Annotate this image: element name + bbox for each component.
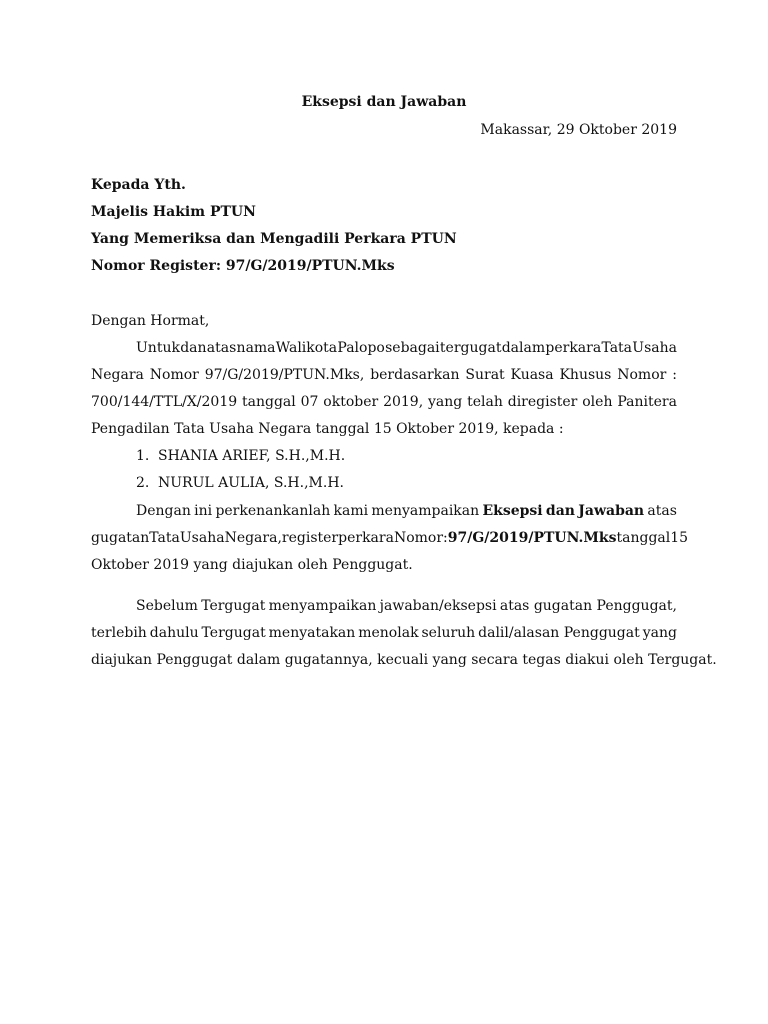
para2-word: Usaha <box>179 530 225 546</box>
para1-word: 97/G/2019/PTUN.Mks, <box>204 367 365 383</box>
para2-word: Jawaban <box>578 503 645 519</box>
para2-word: kami <box>333 503 369 519</box>
para3-word: menyampaikan <box>268 598 377 614</box>
para1-word: 2019, <box>383 394 424 410</box>
para3-line-3: diajukan Penggugat dalam gugatannya, kecuali yang secara tegas diakui oleh Tergugat. <box>91 652 717 668</box>
para1-word: Nomor <box>617 367 667 383</box>
salutation: Dengan Hormat, <box>91 313 210 329</box>
para1-line-4: Pengadilan Tata Usaha Negara tanggal 15 Oktober 2019, kepada : <box>91 421 564 437</box>
para1-word: Usaha <box>632 340 677 356</box>
para3-word: menyatakan <box>268 625 356 641</box>
para1-word: Panitera <box>617 394 677 410</box>
para1-word: atas <box>206 340 237 356</box>
para2-word: dan <box>545 503 575 519</box>
place-date: Makassar, 29 Oktober 2019 <box>480 122 677 138</box>
para3-word: dahulu <box>149 625 199 641</box>
para1-word: : <box>672 367 677 383</box>
para1-word: dalam <box>501 340 546 356</box>
para2-word: gugatan <box>91 530 150 546</box>
para1-word: Walikota <box>275 340 338 356</box>
para2-line-3: Oktober 2019 yang diajukan oleh Penggugat. <box>91 557 413 573</box>
para3-word: jawaban/eksepsi <box>379 598 497 614</box>
list-number: 2. <box>136 475 150 491</box>
para1-word: yang <box>428 394 463 410</box>
para2-word: Dengan <box>136 503 191 519</box>
list-number: 1. <box>136 448 150 464</box>
para1-word: oleh <box>582 394 613 410</box>
para1-word: Tata <box>601 340 633 356</box>
para2-word: atas <box>647 503 677 519</box>
para2-word: perkara <box>338 530 394 546</box>
para2-word: perkenankanlah <box>215 503 331 519</box>
para1-word: Negara <box>91 367 144 383</box>
para1-line-2 <box>91 366 677 384</box>
para2-word: register <box>281 530 339 546</box>
para1-word: sebagai <box>385 340 440 356</box>
para1-word: dan <box>180 340 207 356</box>
para2-word: : <box>443 530 448 546</box>
para1-line-3 <box>91 393 677 411</box>
para2-line-2 <box>91 529 689 547</box>
para1-word: perkara <box>545 340 602 356</box>
para3-line-2 <box>91 624 677 642</box>
para1-word: telah <box>467 394 503 410</box>
para1-word: tanggal <box>242 394 296 410</box>
para3-word: Tergugat <box>201 625 266 641</box>
para3-word: dalil/alasan Penggugat <box>478 625 640 641</box>
para1-word: 700/144/TTL/X/2019 <box>91 394 238 410</box>
para2-word: ini <box>194 503 213 519</box>
document-title: Eksepsi dan Jawaban <box>301 94 467 110</box>
para2-word: Tata <box>149 530 180 546</box>
list-item <box>136 474 344 492</box>
address-line-3: Yang Memeriksa dan Mengadili Perkara PTUN <box>91 231 457 247</box>
para2-word: menyampaikan <box>371 503 480 519</box>
para1-word: tergugat <box>439 340 502 356</box>
attorney-name: SHANIA ARIEF, S.H.,M.H. <box>158 448 346 464</box>
para3-line-1 <box>136 597 677 615</box>
para3-word: Sebelum <box>136 598 198 614</box>
attorney-name: NURUL AULIA, S.H.,M.H. <box>158 475 344 491</box>
para3-word: yang <box>642 625 677 641</box>
para1-line-1 <box>136 339 677 357</box>
para1-word: Kuasa <box>510 367 554 383</box>
para3-word: Tergugat <box>201 598 266 614</box>
para3-word: atas gugatan Penggugat, <box>499 598 677 614</box>
para1-word: 07 <box>300 394 319 410</box>
para2-word: Eksepsi <box>482 503 543 519</box>
para3-word: menolak <box>358 625 419 641</box>
para2-line-1 <box>136 502 677 520</box>
para1-word: Untuk <box>136 340 180 356</box>
para1-word: diregister <box>507 394 578 410</box>
para1-word: oktober <box>323 394 379 410</box>
address-line-2: Majelis Hakim PTUN <box>91 204 256 220</box>
para3-word: seluruh <box>421 625 476 641</box>
para1-word: Khusus <box>559 367 612 383</box>
para2-word: 97/G/2019/PTUN.Mks <box>447 530 617 546</box>
address-line-4: Nomor Register: 97/G/2019/PTUN.Mks <box>91 258 395 274</box>
list-item <box>136 447 345 465</box>
para1-word: nama <box>236 340 276 356</box>
para1-word: Palopo <box>337 340 385 356</box>
para2-word: Negara, <box>224 530 282 546</box>
para2-word: 15 <box>670 530 689 546</box>
para2-word: tanggal <box>616 530 671 546</box>
para3-word: terlebih <box>91 625 147 641</box>
address-line-1: Kepada Yth. <box>91 177 186 193</box>
para1-word: berdasarkan <box>370 367 460 383</box>
para1-word: Nomor <box>149 367 199 383</box>
para2-word: Nomor <box>393 530 444 546</box>
para1-word: Surat <box>465 367 505 383</box>
